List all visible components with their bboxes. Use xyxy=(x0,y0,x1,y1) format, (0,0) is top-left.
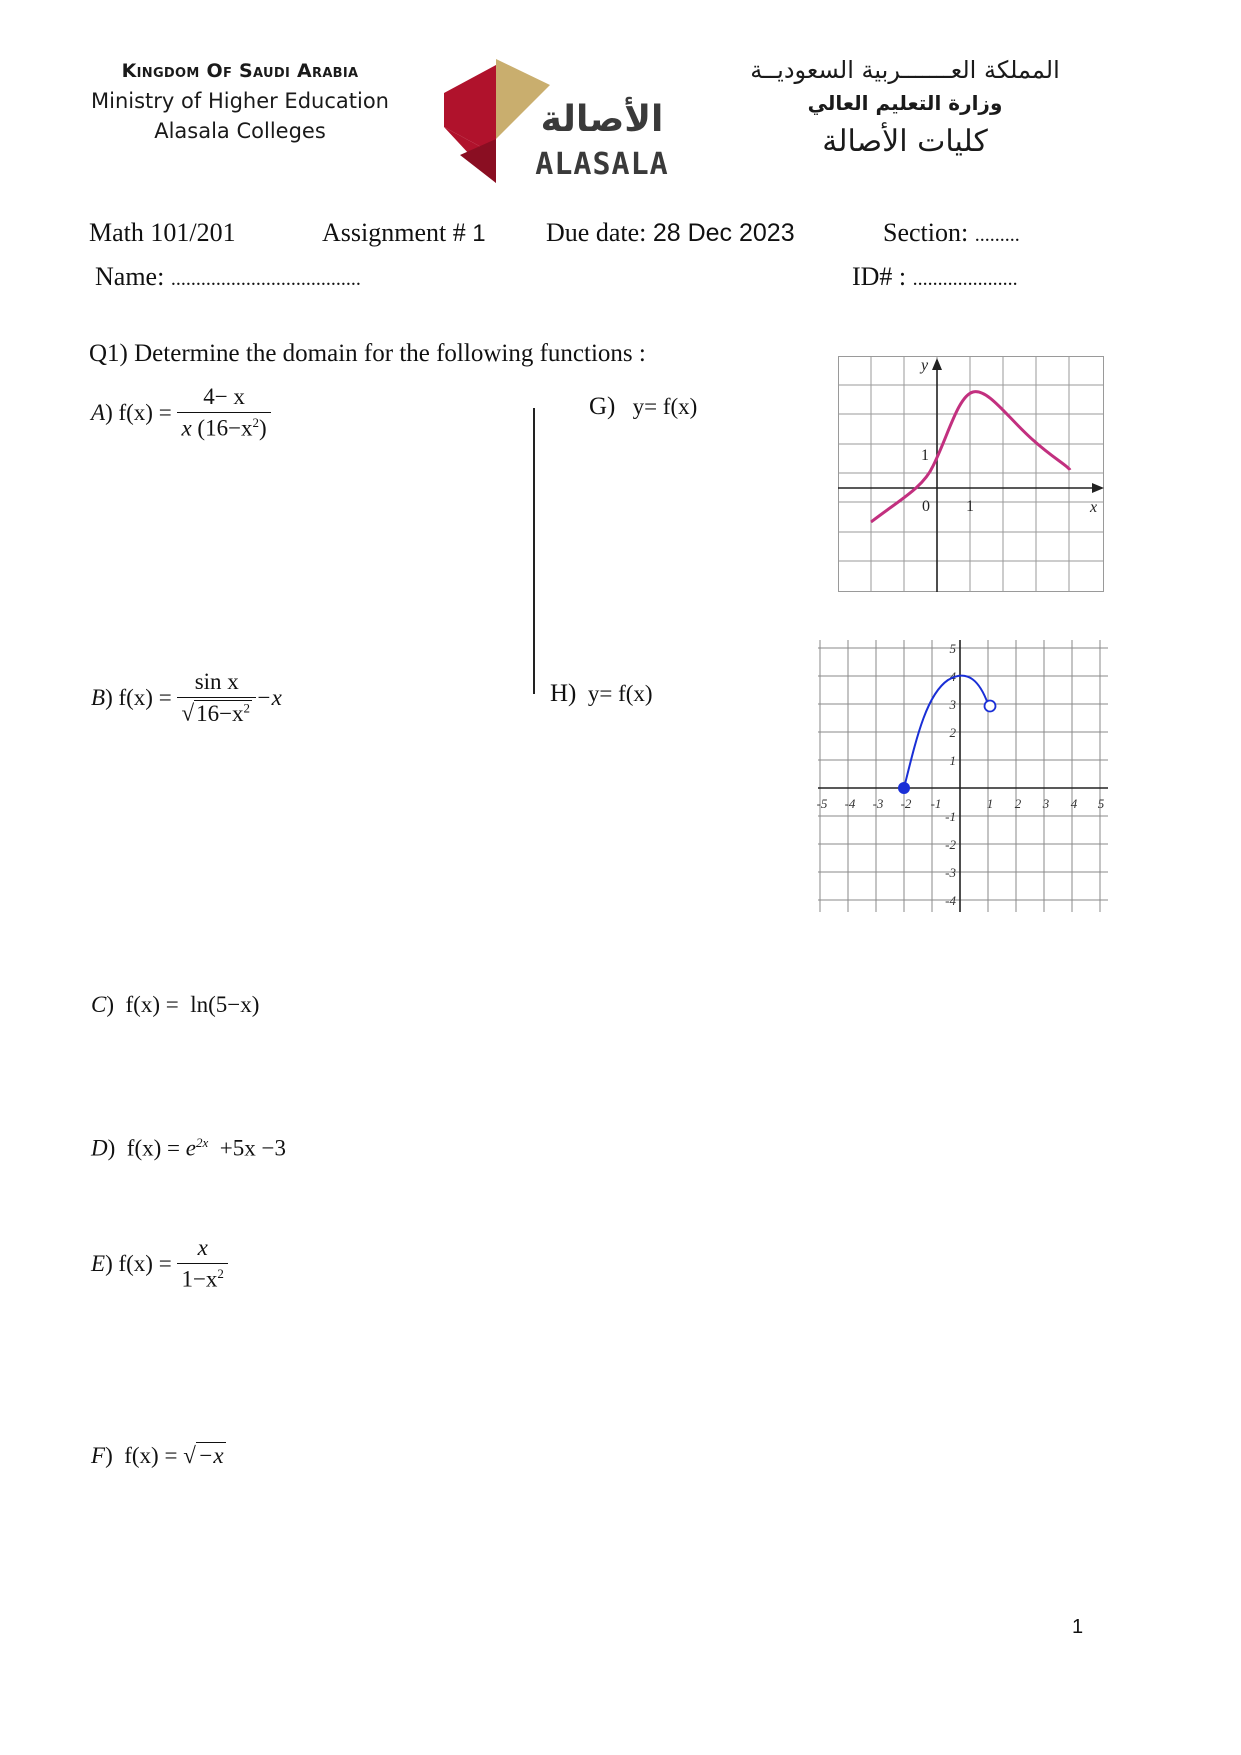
item-a-numerator: 4− x xyxy=(177,384,270,413)
graph-h-closed-point xyxy=(898,782,910,794)
ministry-text: Ministry of Higher Education xyxy=(91,89,389,113)
item-b-fraction xyxy=(177,669,256,727)
name-blank[interactable]: ...................................... xyxy=(170,268,361,290)
graph-g-y-arrow-icon xyxy=(932,358,942,370)
item-d-label: D xyxy=(91,1135,108,1161)
item-h-label: H) xyxy=(550,680,577,707)
graph-g-tick-0: 0 xyxy=(922,498,930,515)
item-e: E ) f(x) = $\frac{x}{1-x^2}$ xyxy=(91,1228,228,1300)
item-d: D) $f(x) = e^{2x} +5x -3$ xyxy=(91,1135,286,1161)
item-b-numerator: sin x xyxy=(177,669,256,698)
item-e-label: E xyxy=(91,1251,106,1276)
college-text: Alasala Colleges xyxy=(154,119,326,143)
assignment-label xyxy=(322,218,486,248)
graph-g-tick-1x: 1 xyxy=(966,498,974,515)
item-a-label: A xyxy=(91,400,106,425)
id-blank[interactable]: ..................... xyxy=(912,268,1018,290)
item-d-lhs: f(x) = xyxy=(126,1135,180,1161)
graph-g-x-arrow-icon xyxy=(1092,483,1104,493)
name-field xyxy=(95,262,361,292)
item-e-lhs: f(x) = xyxy=(118,1251,172,1276)
header-english xyxy=(90,56,390,146)
item-f-lhs: f(x) = xyxy=(124,1443,178,1468)
graph-h xyxy=(818,640,1108,912)
graph-h-xtick: 1 xyxy=(986,796,994,811)
graph-h-open-point xyxy=(985,701,996,712)
item-c-label: C xyxy=(91,992,107,1017)
graph-h-ytick: -4 xyxy=(945,893,956,908)
graph-g xyxy=(838,356,1104,592)
due-date xyxy=(546,218,795,248)
kingdom-text: Kingdom Of Saudi Arabia xyxy=(121,60,359,82)
item-a-lhs: f(x) = xyxy=(118,400,172,425)
graph-g-x-label: x xyxy=(1090,499,1098,516)
due-date-label: Due date: xyxy=(546,218,647,247)
name-label: Name: xyxy=(95,262,165,291)
item-b-denominator: $√16-x^2$ xyxy=(181,700,251,726)
graph-h-grid xyxy=(818,640,1108,912)
item-h-text: y= f(x) xyxy=(587,681,653,706)
ar-college-text: كليات الأصالة xyxy=(822,124,988,159)
assignment-label-text: Assignment # xyxy=(322,218,466,247)
item-g-text: y= f(x) xyxy=(632,394,698,419)
item-b-tail: −x xyxy=(256,685,282,710)
graph-h-ytick: 3 xyxy=(949,697,956,712)
section-label: Section: xyxy=(883,218,969,247)
ar-ministry-text: وزارة التعليم العالي xyxy=(807,91,1003,115)
item-d-rest: +5x −3 xyxy=(219,1135,286,1161)
item-a-fraction xyxy=(177,384,270,442)
item-b-label: B xyxy=(91,685,106,710)
header-arabic xyxy=(720,52,1090,166)
graph-h-ytick: 4 xyxy=(949,669,956,684)
id-field xyxy=(852,262,1018,292)
section-blank[interactable]: ......... xyxy=(974,224,1020,246)
graph-g-y-label: y xyxy=(921,357,929,374)
item-f: F) f(x) = √−x xyxy=(91,1443,224,1468)
item-b-lhs: f(x) = xyxy=(118,685,172,710)
item-f-label: F xyxy=(91,1443,106,1468)
graph-h-xtick: -1 xyxy=(930,796,942,811)
course-code: Math 101/201 xyxy=(89,218,236,247)
item-e-fraction xyxy=(177,1235,227,1293)
item-e-numerator: x xyxy=(177,1235,227,1264)
graph-h-xtick: -5 xyxy=(816,796,828,811)
item-c-lhs: f(x) = xyxy=(125,992,179,1017)
graph-h-ytick: 5 xyxy=(949,641,956,656)
item-a-denominator: x $(16-x^2)$ xyxy=(181,415,267,441)
due-date-value: 28 Dec 2023 xyxy=(652,219,795,247)
item-b: B ) f(x) = $\frac{\text{sin x}}{√16-x^2}$ −x xyxy=(91,669,282,726)
graph-h-xtick: 4 xyxy=(1070,796,1078,811)
page-number: 1 xyxy=(1072,1616,1084,1638)
graph-h-xtick: 5 xyxy=(1097,796,1105,811)
item-g-label: G) xyxy=(589,393,616,420)
assignment-number: 1 xyxy=(472,220,486,247)
id-label: ID# : xyxy=(852,262,907,291)
graph-h-xtick: -2 xyxy=(900,796,912,811)
item-d-base: e xyxy=(185,1135,196,1161)
graph-h-ytick: -1 xyxy=(945,809,956,824)
item-g xyxy=(589,393,697,421)
graph-h-xtick: -4 xyxy=(844,796,856,811)
item-f-radicand: −x xyxy=(197,1443,224,1468)
graph-h-ytick: 1 xyxy=(949,753,956,768)
column-divider xyxy=(533,408,535,694)
graph-g-tick-1y: 1 xyxy=(921,447,929,464)
logo-arabic: الأصالة xyxy=(540,99,664,140)
alasala-logo xyxy=(440,55,670,185)
graph-h-xtick: 3 xyxy=(1042,796,1050,811)
graph-h-ytick: -3 xyxy=(945,865,956,880)
section-field xyxy=(883,218,1020,248)
graph-h-xtick: -3 xyxy=(872,796,884,811)
item-c-rhs: ln(5−x) xyxy=(190,992,260,1017)
item-c: C) f(x) = ln(5−x) xyxy=(91,992,260,1017)
logo-latin: ALASALA xyxy=(535,147,669,182)
question-title: Q1) Determine the domain for the following functions : xyxy=(89,340,646,367)
graph-h-ytick: -2 xyxy=(945,837,956,852)
ar-kingdom-text: المملكة العـــــــربية السعوديــة xyxy=(750,56,1060,84)
item-a: A ) f(x) = $\frac{4- x}{x (16-x^2)}$ xyxy=(91,378,271,448)
item-e-denominator: $1-x^2$ xyxy=(181,1266,224,1292)
item-h xyxy=(550,680,653,708)
graph-h-ytick: 2 xyxy=(949,725,956,740)
item-d-exp: 2x xyxy=(195,1135,209,1150)
graph-h-xtick: 2 xyxy=(1014,796,1022,811)
